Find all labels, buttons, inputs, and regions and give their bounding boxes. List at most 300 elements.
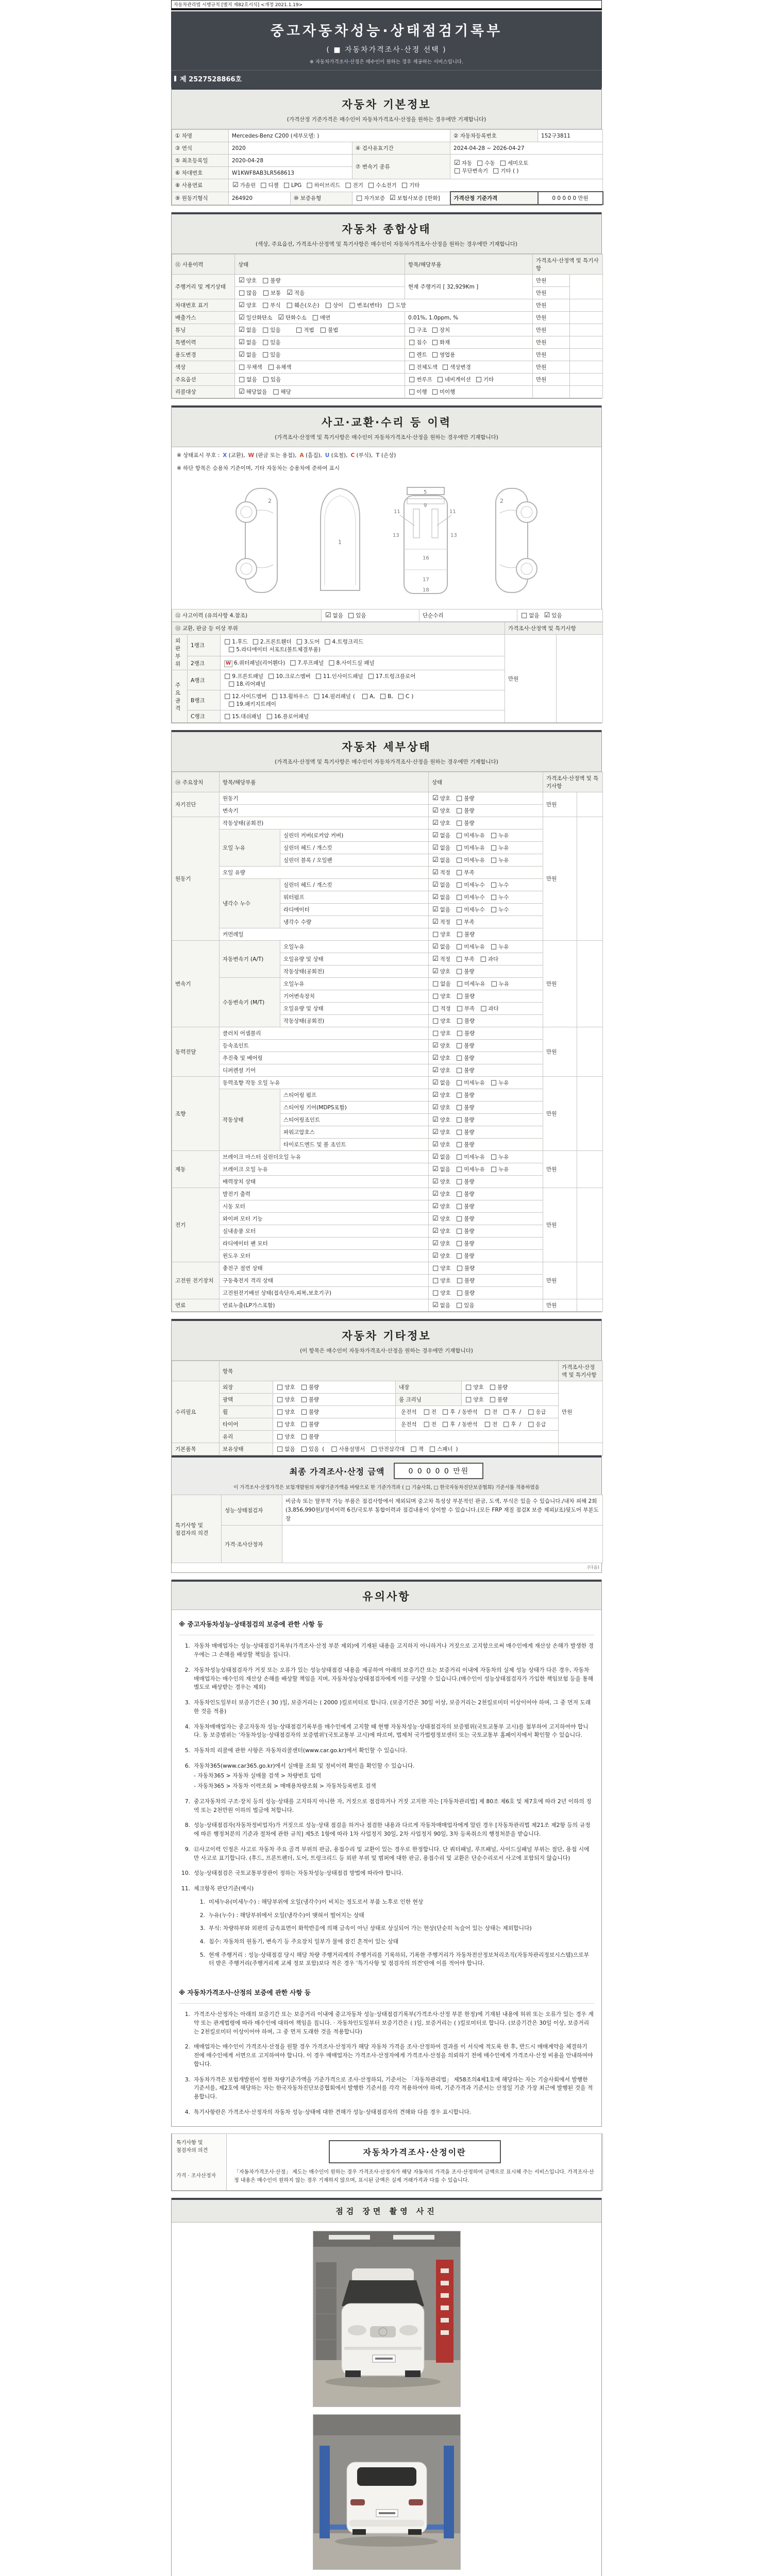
checkbox[interactable]: □ [239, 289, 245, 297]
checkbox[interactable]: □ [349, 301, 356, 309]
checkbox[interactable]: □ [347, 612, 355, 619]
field-label-fuel: ⑧ 사용연료 [172, 179, 229, 192]
checkbox[interactable]: □ [454, 166, 461, 175]
checkbox[interactable]: □ [442, 1420, 449, 1428]
table-row [172, 829, 603, 842]
table-row [172, 324, 603, 336]
checkbox[interactable]: □ [239, 363, 245, 371]
checkbox[interactable]: ☑ [432, 1091, 439, 1099]
checkbox[interactable]: □ [490, 1165, 497, 1173]
checkbox[interactable]: □ [456, 918, 463, 926]
checkbox[interactable]: □ [379, 692, 386, 700]
checkbox[interactable]: □ [431, 326, 438, 334]
checkbox[interactable]: □ [490, 832, 497, 839]
price-cell: 만원 [543, 1151, 577, 1188]
checkbox[interactable]: □ [409, 363, 415, 371]
checkbox[interactable]: □ [228, 700, 235, 708]
checkbox[interactable]: □ [456, 1079, 463, 1087]
checkbox[interactable]: □ [267, 363, 275, 371]
checkbox[interactable]: □ [480, 1005, 487, 1012]
checkbox[interactable]: ☑ [432, 1165, 439, 1173]
checkbox[interactable]: ☑ [454, 159, 460, 167]
checkbox[interactable]: ☑ [432, 1054, 439, 1062]
checkbox[interactable]: □ [306, 181, 313, 189]
col-header-item-part: 항목/해당부품 [220, 772, 429, 792]
checkbox[interactable]: □ [409, 326, 415, 334]
checkbox[interactable]: ☑ [432, 869, 439, 876]
checkbox[interactable]: □ [290, 659, 296, 667]
checkbox[interactable]: □ [300, 1433, 307, 1440]
checkbox[interactable]: □ [409, 376, 415, 383]
checkbox[interactable]: □ [273, 388, 279, 396]
checkbox[interactable]: □ [431, 388, 438, 396]
checkbox[interactable]: □ [429, 1445, 436, 1453]
checkbox[interactable]: ☑ [432, 1240, 439, 1247]
field-label-transmission: ⑦ 변속기 종류 [352, 155, 450, 179]
checkbox[interactable]: □ [490, 906, 497, 913]
state-cell [235, 336, 405, 349]
checkbox-label: 해당 [280, 389, 291, 395]
checkbox[interactable]: □ [489, 1396, 496, 1403]
damage-code-desc: (교환), [227, 452, 245, 459]
checkbox-label: 양호 [440, 931, 451, 938]
checkbox[interactable]: ☑ [432, 819, 439, 827]
label-text [284, 327, 290, 333]
checkbox-label: 누유 [498, 833, 509, 839]
notes-cell [570, 374, 603, 386]
checkbox[interactable]: □ [490, 943, 497, 951]
checkbox[interactable]: □ [313, 692, 320, 700]
checkbox[interactable]: ☑ [239, 338, 245, 346]
checkbox[interactable]: □ [456, 819, 463, 827]
checkbox[interactable]: ☑ [432, 1215, 439, 1223]
appraiser-opinion-text [282, 1526, 603, 1563]
checkbox-label: 색상변경 [450, 364, 471, 370]
checkbox[interactable]: □ [480, 955, 486, 963]
price-survey-content [227, 2133, 603, 2190]
notes-cell [577, 1077, 603, 1151]
checkbox[interactable]: □ [277, 1445, 283, 1453]
checkbox[interactable]: □ [262, 376, 269, 383]
checkbox[interactable]: □ [436, 376, 444, 383]
checkbox[interactable]: □ [432, 1289, 439, 1297]
checkbox[interactable]: □ [423, 1408, 430, 1416]
device-label: 자기진단 [172, 792, 220, 817]
price-cell: 만원 [533, 287, 570, 299]
checkbox[interactable]: □ [296, 637, 303, 646]
checkbox[interactable]: □ [410, 1445, 417, 1453]
checkbox[interactable]: □ [228, 680, 235, 688]
final-price-value: 0 0 0 0 0 만원 [394, 1463, 483, 1479]
checkbox[interactable]: ☑ [432, 906, 439, 913]
checkbox[interactable]: □ [456, 930, 463, 938]
checkbox-label: 미이행 [439, 389, 456, 395]
checkbox[interactable]: □ [345, 181, 351, 189]
checkbox[interactable]: □ [456, 906, 463, 913]
checkbox[interactable]: □ [490, 1079, 497, 1087]
checkbox[interactable]: ☑ [432, 1178, 439, 1185]
checkbox[interactable]: □ [456, 992, 463, 1000]
checkbox[interactable]: □ [224, 713, 231, 720]
checkbox[interactable]: □ [503, 1420, 510, 1428]
checkbox[interactable]: ☑ [432, 1153, 439, 1161]
checkbox[interactable]: □ [371, 1445, 377, 1453]
checkbox[interactable]: □ [465, 1396, 472, 1403]
checkbox-label: 불량 [464, 1179, 475, 1185]
checkbox[interactable]: □ [300, 1396, 307, 1403]
checkbox[interactable]: □ [239, 376, 245, 383]
checkbox[interactable]: □ [490, 893, 497, 901]
checkbox[interactable]: □ [456, 832, 463, 839]
table-row [172, 336, 603, 349]
item-cell: 스티어링조인트 [280, 1114, 429, 1126]
checkbox[interactable]: □ [432, 1017, 439, 1025]
notice-item-text: 자동차성능상태점검자가 거짓 또는 오류가 있는 성능상태점검 내용을 제공하여 아래의 보증기간 또는 보증거리 이내에 자동차의 실제 성능 상태가 다른 경우, 자동차매매업자는 매수인의 재산상 손해를 배상할 책임을 지며, 자동차성능상태점검자에게 이를 구상할 수 있습니다.(매수인이 성능상태점검자가 가입한 책임보험 등을 통해 별도로 배상받는 경우는 제외) [194, 1666, 594, 1691]
checkbox[interactable]: □ [456, 1153, 463, 1161]
checkbox[interactable]: □ [456, 1178, 463, 1185]
checkbox[interactable]: □ [489, 1383, 496, 1391]
notice-item-text: 성능·상태점검자(자동차정비업자)가 거짓으로 성능·상태 점검을 하거나 점검한 내용과 다르게 자동차매매업자에게 알린 경우 [자동차관리법 제21조 제2항 등의 규정에 따른 행정처분의 기준과 절차에 관한 규칙] 제5조 1항에 따라 1차 사업정지 30일, 2차 사업정지 90일, 3차 등록취소의 행정처분을 받습니다. [194, 1822, 591, 1838]
checkbox-label: 해당없음 [246, 389, 267, 395]
checkbox[interactable]: □ [401, 181, 408, 189]
checkbox[interactable]: □ [442, 363, 449, 371]
overall-condition-table [172, 254, 603, 398]
checkbox-label: 양호 [440, 1290, 451, 1296]
checkbox-label: 있음 [270, 352, 281, 358]
checkbox[interactable]: ☑ [432, 1202, 439, 1210]
item-cell: 클러치 어셈블리 [220, 1027, 429, 1040]
notice-item [179, 1845, 594, 1862]
checkbox[interactable]: □ [262, 351, 269, 359]
inspection-photo-front [313, 2231, 461, 2407]
checkbox[interactable]: ☑ [239, 301, 245, 309]
checkbox[interactable]: □ [262, 301, 269, 309]
damage-code-desc: (흠집), [304, 452, 322, 459]
checkbox[interactable]: ☑ [432, 794, 439, 802]
state-cell [429, 1163, 543, 1176]
final-price-band [172, 1455, 601, 1495]
checkbox-label: 부식 [270, 302, 281, 309]
checkbox[interactable]: □ [503, 1408, 510, 1416]
checkbox[interactable]: □ [268, 672, 275, 680]
checkbox[interactable]: □ [262, 338, 269, 346]
checkbox[interactable]: □ [260, 181, 267, 189]
checkbox[interactable]: □ [224, 692, 231, 700]
checkbox[interactable]: □ [456, 1128, 463, 1136]
checkbox[interactable]: □ [456, 1227, 463, 1235]
checkbox[interactable]: □ [283, 181, 290, 189]
checkbox[interactable]: □ [325, 301, 331, 309]
checkbox-label: 양호 [473, 1397, 484, 1403]
checkbox[interactable]: □ [456, 844, 463, 852]
checkbox[interactable]: □ [484, 1408, 491, 1416]
checkbox[interactable]: □ [456, 1240, 463, 1247]
checkbox[interactable]: ☑ [239, 388, 245, 396]
checkbox[interactable]: □ [456, 1190, 463, 1198]
notice-item [179, 1869, 594, 1878]
checkbox[interactable]: □ [431, 338, 438, 346]
checkbox-label: C [405, 693, 410, 700]
checkbox[interactable]: ☑ [239, 277, 245, 284]
checkbox[interactable]: □ [442, 1408, 449, 1416]
checkbox[interactable]: ☑ [544, 612, 550, 619]
field-label-registration-no: ② 자동차등록번호 [450, 130, 538, 142]
checkbox[interactable]: ☑ [232, 181, 239, 189]
appraiser-role-label: 가격·조사산정자 [222, 1526, 282, 1563]
checkbox[interactable]: □ [266, 713, 273, 720]
col-header-device: ⑭ 주요장치 [172, 772, 220, 792]
checkbox[interactable]: ☑ [432, 1116, 439, 1124]
checkbox-label: 후 [511, 1409, 516, 1415]
checkbox[interactable]: ☑ [432, 881, 439, 889]
checkbox[interactable]: □ [367, 672, 374, 680]
checkbox[interactable]: ☑ [432, 955, 439, 963]
checkbox-label: 5.라디에이터 서포트(볼트체결부품) [236, 646, 321, 653]
checkbox[interactable]: □ [397, 692, 404, 700]
checkbox[interactable]: □ [456, 856, 463, 864]
item-cell: 디퍼렌셜 기어 [220, 1064, 429, 1077]
checkbox[interactable]: □ [490, 881, 497, 889]
checkbox[interactable]: ☑ [432, 844, 439, 852]
checkbox[interactable]: □ [228, 645, 235, 653]
checkbox[interactable]: ☑ [432, 1042, 439, 1049]
checkbox[interactable]: □ [328, 659, 335, 667]
checkbox-label: 구조 [416, 327, 427, 333]
checkbox[interactable]: ☑ [432, 1301, 439, 1309]
checkbox-label: 불량 [464, 795, 475, 802]
checkbox[interactable]: □ [456, 1141, 463, 1148]
checkbox[interactable]: □ [331, 1445, 338, 1453]
checkbox[interactable]: ☑ [432, 918, 439, 926]
notice-item-text: 가격조사·산정자는 아래의 보증기간 또는 보증거리 이내에 중고자동차 성능·상태점검기록부(가격조사·산정 부분 한정)에 기재된 내용에 허위 또는 오류가 있는 경우 계약 또는 관계법령에 따라 매수인에 대하여 책임을 집니다. · 자동차인도일부터 보증기간은 ( )일, 보증거리는 ( )킬로미터로 합니다. (보증기간은 30일 이상, 보증거리는 2천킬로미터 이상이어야 하며, 그 중 먼저 도래한 것을 적용합니다) [194, 2011, 594, 2035]
checkbox[interactable]: □ [456, 1054, 463, 1062]
document-subtitle: ( ■ 자동차가격조사·산정 선택 ) [326, 46, 447, 54]
checkbox[interactable]: □ [456, 1042, 463, 1049]
checkbox[interactable]: □ [361, 692, 368, 700]
checkbox[interactable]: □ [456, 893, 463, 901]
checkbox-label: 변조(변타) [357, 302, 382, 309]
notice-item-text: 자동차365(www.car365.go.kr)에서 실매물 조회 및 정비이력 확인을 확인할 수 있습니다. - 자동차365 > 자동차 실매물 검색 > 차량번호 입력 - 자동차365 > 자동차 이력조회 > 매매용차량조회 > 자동차등록번호 검색 [194, 1762, 594, 1791]
checkbox[interactable]: □ [456, 1215, 463, 1223]
checkbox[interactable]: ☑ [432, 1079, 439, 1087]
checkbox[interactable]: □ [456, 1066, 463, 1074]
checkbox[interactable]: □ [300, 1420, 307, 1428]
checkbox[interactable]: □ [277, 1433, 283, 1440]
checkbox[interactable]: □ [315, 672, 322, 680]
checkbox[interactable]: ☑ [389, 194, 396, 202]
item-cell: 브레이크 마스터 실린더오일 누유 [220, 1151, 429, 1163]
checkbox-label: 일산화탄소 [246, 315, 273, 321]
checkbox[interactable]: □ [432, 992, 439, 1000]
checkbox[interactable]: ☑ [432, 1066, 439, 1074]
checkbox[interactable]: ☑ [432, 893, 439, 901]
checkbox[interactable]: □ [262, 277, 269, 284]
checkbox[interactable]: ☑ [432, 856, 439, 864]
checkbox[interactable]: □ [409, 388, 415, 396]
checkbox[interactable]: □ [456, 1252, 463, 1260]
checkbox[interactable]: □ [224, 637, 231, 646]
checkbox[interactable]: □ [300, 1383, 307, 1391]
checkbox[interactable]: □ [456, 943, 463, 951]
checkbox[interactable]: ☑ [278, 314, 284, 321]
checkbox[interactable]: □ [456, 1289, 463, 1297]
checkbox-label: 불량 [464, 1030, 475, 1037]
checkbox[interactable]: □ [277, 1408, 283, 1416]
form-reference: 자동차관리법 시행규칙 [별지 제82호서식] <개정 2021.1.19> [171, 0, 602, 10]
checkbox[interactable]: □ [456, 1005, 463, 1012]
checkbox[interactable]: ☑ [239, 326, 245, 334]
checkbox[interactable]: □ [252, 637, 259, 646]
checkbox[interactable]: ☑ [432, 1190, 439, 1198]
price-cell: 만원 [533, 299, 570, 312]
checkbox[interactable]: ☑ [239, 351, 245, 359]
checkbox[interactable]: □ [456, 1264, 463, 1272]
checkbox[interactable]: □ [300, 1445, 307, 1453]
checkbox[interactable]: □ [324, 637, 331, 646]
item-cell: 와이퍼 모터 기능 [220, 1213, 429, 1225]
checkbox[interactable]: □ [277, 1396, 283, 1403]
checkbox[interactable]: □ [320, 326, 326, 334]
checkbox[interactable]: □ [431, 351, 438, 359]
checkbox[interactable]: □ [432, 930, 439, 938]
checkbox[interactable]: □ [528, 1408, 534, 1416]
checkbox[interactable]: □ [456, 1104, 463, 1111]
checkbox-label: 상이 [332, 302, 344, 309]
price-survey-label-line2: 점검자의 의견 [176, 2147, 208, 2154]
checkbox[interactable]: □ [484, 1420, 491, 1428]
table-row [172, 879, 603, 891]
checkbox[interactable]: ☑ [432, 1227, 439, 1235]
checkbox[interactable]: □ [456, 1017, 463, 1025]
notice-item [179, 1699, 594, 1716]
checkbox[interactable]: □ [490, 856, 497, 864]
checkbox-label: 15.대쉬패널 [232, 714, 262, 720]
checkbox[interactable]: □ [262, 289, 269, 297]
checkbox[interactable]: ☑ [432, 968, 439, 975]
section-etc-info [171, 1319, 602, 1573]
checkbox[interactable]: ☑ [239, 314, 245, 321]
col-header-state: 상태 [235, 255, 405, 275]
checkbox[interactable]: □ [456, 1202, 463, 1210]
checkbox[interactable]: □ [277, 1383, 283, 1391]
notice-item [179, 1723, 594, 1740]
checkbox[interactable]: □ [356, 194, 363, 202]
checkbox[interactable]: ☑ [432, 943, 439, 951]
basic-items-group-label: 기본품목 [172, 1443, 220, 1455]
table-row [172, 192, 603, 205]
notice-item [179, 1747, 594, 1755]
checkbox[interactable]: □ [271, 692, 278, 700]
checkbox[interactable]: □ [432, 1264, 439, 1272]
checkbox[interactable]: □ [262, 326, 269, 334]
checkbox[interactable]: □ [490, 844, 497, 852]
checkbox[interactable]: ☑ [432, 1252, 439, 1260]
checkbox[interactable]: □ [465, 1383, 472, 1391]
checkbox[interactable]: □ [456, 980, 463, 988]
checkbox[interactable]: □ [388, 301, 394, 309]
checkbox[interactable]: □ [456, 968, 463, 975]
checkbox[interactable]: □ [491, 980, 497, 988]
table-header-row [172, 622, 603, 635]
damage-code-u: U [325, 452, 330, 459]
checkbox[interactable]: □ [456, 794, 463, 802]
checkbox[interactable]: □ [493, 166, 499, 175]
checkbox[interactable]: □ [456, 1116, 463, 1124]
checkbox-label: 17.트렁크플로어 [375, 673, 416, 680]
checkbox[interactable]: □ [456, 955, 463, 963]
checkbox[interactable]: □ [409, 351, 415, 359]
checkbox[interactable]: □ [224, 672, 231, 680]
checkbox[interactable]: □ [521, 612, 528, 619]
checkbox[interactable]: □ [432, 1029, 439, 1037]
checkbox[interactable]: □ [475, 376, 482, 383]
checkbox[interactable]: ☑ [287, 289, 293, 297]
checkbox[interactable]: □ [528, 1420, 534, 1428]
state-cell [462, 1381, 559, 1394]
checkbox[interactable]: □ [456, 1091, 463, 1099]
checkbox[interactable]: □ [456, 1165, 463, 1173]
checkbox[interactable]: □ [456, 881, 463, 889]
checkbox-label: 기타 ( ) [500, 167, 519, 174]
checkbox[interactable]: □ [296, 326, 303, 334]
notes-cell [570, 312, 603, 324]
checkbox[interactable]: □ [476, 159, 483, 167]
checkbox-label: 응급 [535, 1421, 546, 1428]
rank-items [221, 690, 505, 710]
checkbox[interactable]: □ [456, 1029, 463, 1037]
checkbox[interactable]: □ [456, 1277, 463, 1284]
checkbox[interactable]: ☑ [432, 807, 439, 815]
checkbox[interactable]: ☑ [432, 1128, 439, 1136]
checkbox[interactable]: ☑ [325, 612, 331, 619]
notes-cell [570, 336, 603, 349]
checkbox[interactable]: □ [300, 1408, 307, 1416]
checkbox[interactable]: ☑ [432, 1141, 439, 1148]
checkbox[interactable]: □ [367, 181, 375, 189]
checkbox[interactable]: □ [456, 869, 463, 876]
notice-subitem-text: 침수: 자동차의 원동기, 변속기 등 주요장치 일부가 물에 잠긴 흔적이 있는 상태 [209, 1938, 399, 1945]
checkbox[interactable]: □ [499, 159, 506, 167]
opinion-section-label [172, 1495, 222, 1563]
notice-item-number: 2. [184, 1666, 190, 1673]
checkbox[interactable]: □ [277, 1420, 283, 1428]
car-diagram-hood-top [313, 482, 367, 599]
checkbox[interactable]: □ [432, 1005, 439, 1012]
label-text: 운전석 [401, 1409, 417, 1415]
checkbox[interactable]: □ [456, 1301, 463, 1309]
checkbox[interactable]: □ [432, 1277, 439, 1284]
checkbox[interactable]: □ [432, 980, 439, 988]
item-cell: 구동축전지 격리 상태 [220, 1275, 429, 1287]
checkbox[interactable]: □ [490, 1153, 497, 1161]
notice-item [179, 1798, 594, 1815]
checkbox[interactable]: □ [286, 301, 293, 309]
checkbox[interactable]: □ [409, 338, 415, 346]
state-cell [235, 312, 405, 324]
checkbox-label: 자가보증 [364, 195, 385, 201]
state-cell [429, 1139, 543, 1151]
checkbox[interactable]: □ [456, 807, 463, 815]
price-cell: 만원 [559, 1381, 603, 1443]
checkbox[interactable]: □ [312, 314, 318, 321]
checkbox[interactable]: □ [423, 1420, 430, 1428]
checkbox-label: 양호 [440, 1105, 450, 1111]
rank-items [221, 656, 505, 670]
checkbox[interactable]: ☑ [432, 1104, 439, 1111]
next-page-marker: (다음) [587, 1565, 599, 1571]
checkbox-label: 전 [431, 1421, 436, 1428]
checkbox[interactable]: ☑ [432, 832, 439, 839]
